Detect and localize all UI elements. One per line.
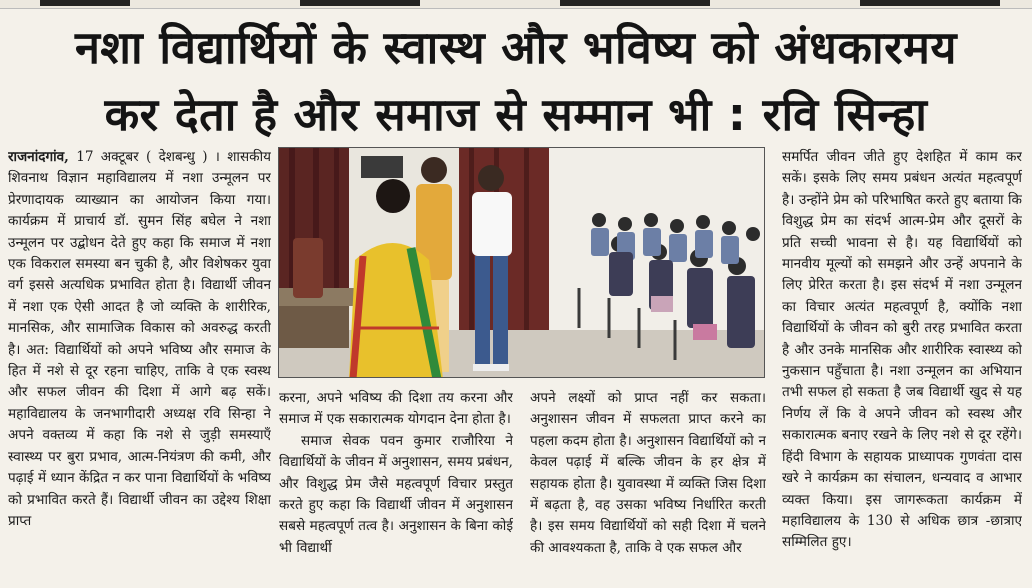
- headline-line-2: कर देता है और समाज से सम्मान भी : रवि सिन्हा: [104, 88, 928, 141]
- clipping-fragment: [40, 0, 130, 6]
- event-photo: [278, 147, 765, 378]
- article-column-3: [530, 388, 766, 580]
- clipping-fragment: [560, 0, 710, 6]
- clipping-fragment: [860, 0, 1000, 6]
- article-column-2: [279, 388, 513, 580]
- column-2-para-1: करना, अपने भविष्य की दिशा तय करना और समाज में एक सकारात्मक योगदान देना होता है।: [279, 390, 513, 428]
- clipping-fragment: [300, 0, 420, 6]
- top-clipping-band: [0, 0, 1032, 9]
- headline-line-1: नशा विद्यार्थियों के स्वास्थ और भविष्य को अंधकारमय: [74, 21, 958, 74]
- column-4-text: समर्पित जीवन जीते हुए देशहित में काम कर सकें। इसके लिए समय प्रबंधन अत्यंत महत्वपूर्ण है। उन्होंने प्रेम को परिभाषित करते हुए बताया कि विशुद्ध प्रेम का संदर्भ आत्म-प्रेम और दूसरों के प्रति सच्ची भावना से है। यह विद्यार्थियों को मानवीय मूल्यों को समझने और उन्हें अपनाने के लिए प्रेरित करता है। इस संदर्भ में नशा उन्मूलन का विचार अत्यंत महत्वपूर्ण है, क्योंकि नशा विद्यार्थियों के जीवन को बुरी तरह प्रभावित करता है और उनके मानसिक और शारीरिक स्वास्थ्य को नुकसान पहुँचाता है। नशा उन्मूलन का अभियान तभी सफल हो सकता है जब विद्यार्थी खुद से यह निर्णय लें कि वे अपने जीवन को स्वस्थ और सकारात्मक बनाए रखने के लिए नशे से दूर रहेंगे। हिंदी विभाग के सहायक प्राध्यापक गुणवंता दास खरे ने कार्यक्रम का संचालन, धन्यवाद व आभार व्यक्त किया। इस जागरूकता कार्यक्रम में महाविद्यालय के 130 से अधिक छात्र -छात्राए सम्मिलित हुए।: [782, 149, 1022, 551]
- column-3-text: अपने लक्ष्यों को प्राप्त नहीं कर सकता। अनुशासन जीवन में सफलता प्राप्त करने का पहला कदम होता है। अनुशासन विद्यार्थियों को न केवल पढ़ाई में बल्कि जीवन के हर क्षेत्र में सहायक होता है। युवावस्था में व्यक्ति जिस दिशा में बढ़ता है, वह उसका भविष्य निर्धारित करती है। इस समय विद्यार्थियों को सही दिशा में चलने की आवश्यकता है, ताकि वे एक सफल और: [530, 390, 766, 556]
- column-1-text: शासकीय शिवनाथ विज्ञान महाविद्यालय में नशा उन्मूलन पर प्रेरणादायक व्याख्यान का आयोजन किया गया। कार्यक्रम में प्राचार्य डॉ. सुमन सिंह बघेल ने नशा उन्मूलन पर उद्बोधन देते हुए कहा कि समाज में नशा एक विकराल समस्या बन चुकी है, और विशेषकर युवा वर्ग इससे अत्यधिक प्रभावित होता है। विद्यार्थी जीवन में नशा एक ऐसी आदत है जो व्यक्ति के शारीरिक, मानसिक, और सामाजिक विकास को अवरुद्ध करती है। अत: विद्यार्थियों को अपने भविष्य और समाज के हित में नशे से दूर रहना चाहिए, ताकि वे एक स्वस्थ और सफल जीवन की दिशा में आगे बढ़ सकें। महाविद्यालय के जनभागीदारी अध्यक्ष रवि सिन्हा ने अपने वक्तव्य में कहा कि नशे से जुड़ी समस्याएँ स्वास्थ्य पर बुरा प्रभाव, आत्म-नियंत्रण की कमी, और पढ़ाई में ध्यान केंद्रित न कर पाना विद्यार्थियों के भविष्य को प्रभावित करते हैं। विद्यार्थी जीवन का उद्देश्य शिक्षा प्राप्त: [8, 149, 271, 529]
- dateline-date: 17 अक्टूबर ( देशबन्धु ) ।: [68, 149, 220, 165]
- column-2-para-2: समाज सेवक पवन कुमार राजौरिया ने विद्यार्थियों के जीवन में अनुशासन, समय प्रबंधन, और विशुद्ध प्रेम जैसे महत्वपूर्ण विचार प्रस्तुत करते हुए कहा कि विद्यार्थी जीवन में अनुशासन सबसे महत्वपूर्ण तत्व है। अनुशासन के बिना कोई भी विद्यार्थी: [279, 432, 513, 556]
- article-column-1: [8, 147, 271, 579]
- dateline-city: राजनांदगांव,: [8, 149, 69, 165]
- article-column-4: [782, 147, 1022, 579]
- event-photo-illustration: [279, 148, 765, 378]
